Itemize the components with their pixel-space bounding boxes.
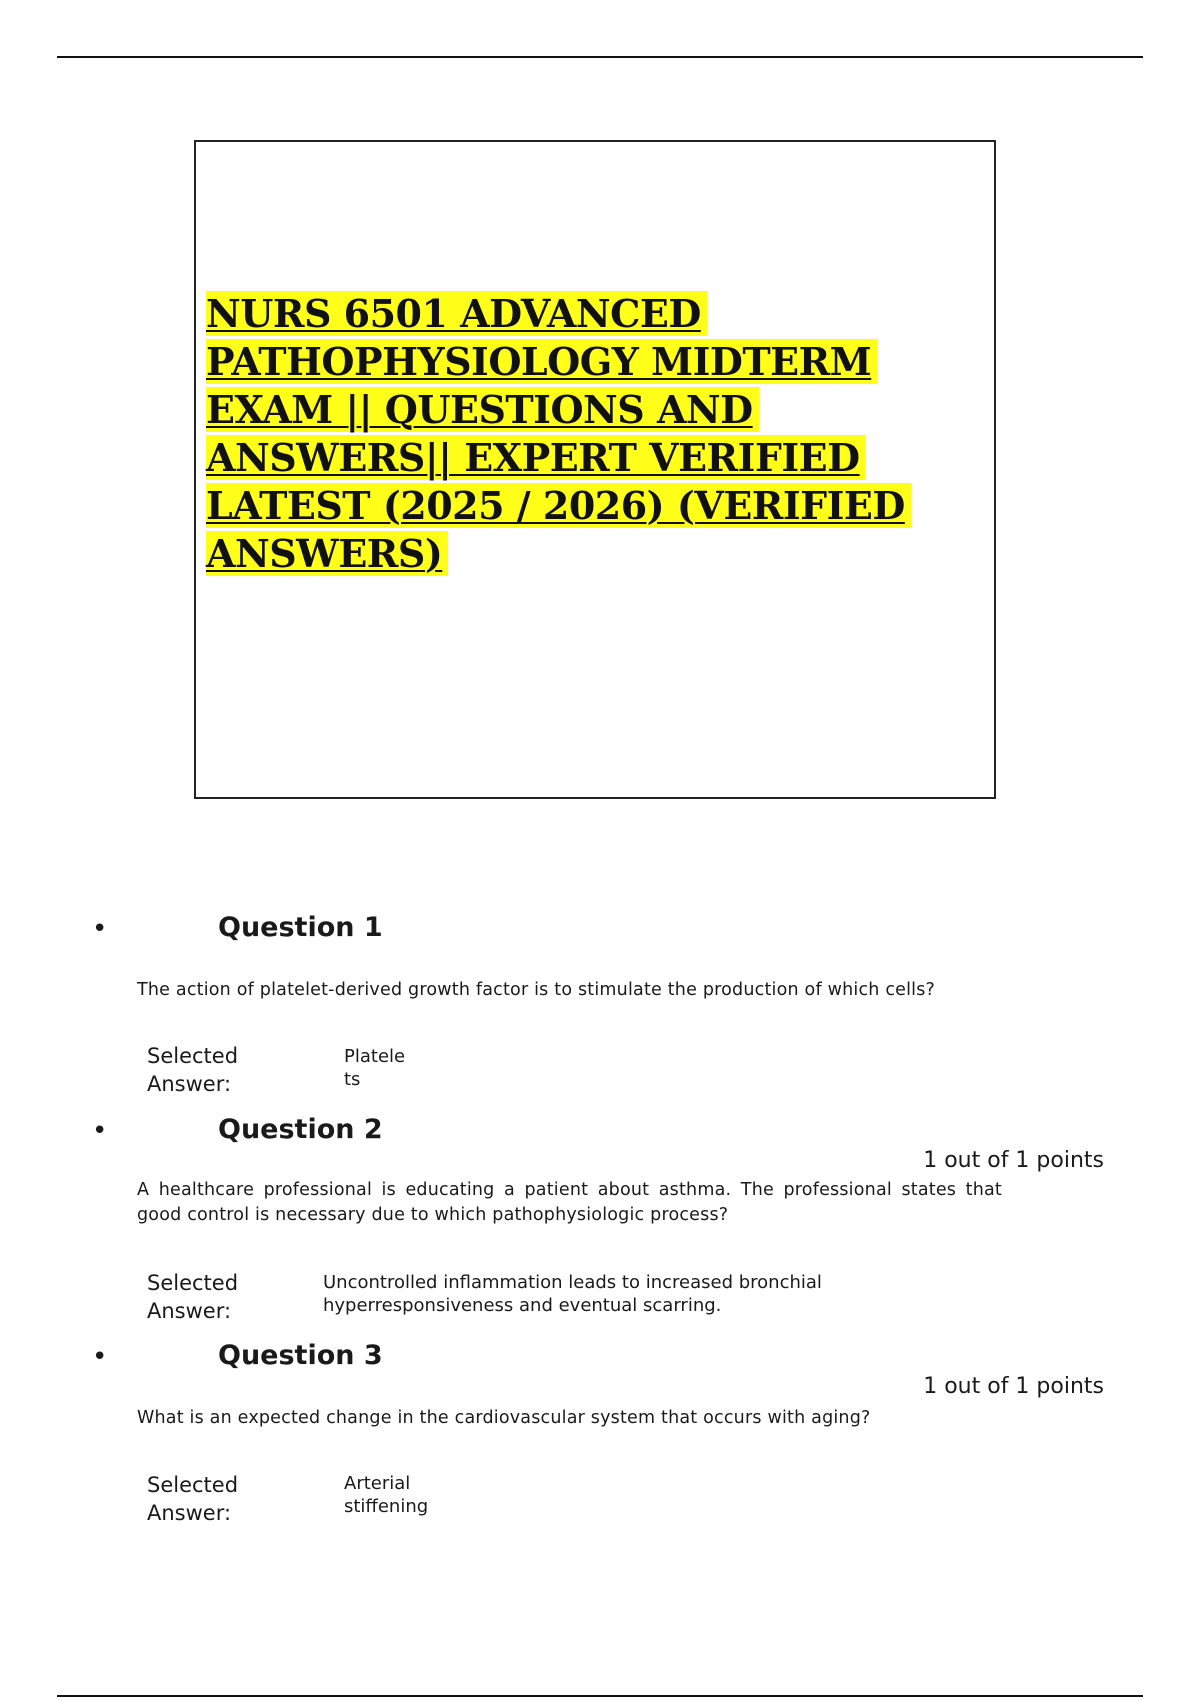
selected-answer: Arterial stiffening [344, 1473, 429, 1517]
question-text: The action of platelet-derived growth factor is to stimulate the production of which cells? [137, 980, 936, 1000]
question-heading: Question 2 [218, 1114, 383, 1145]
title-box [194, 140, 996, 799]
bullet-icon: • [92, 1342, 108, 1372]
selected-answer-label: Selected Answer: [147, 1271, 239, 1323]
selected-answer: Uncontrolled inflammation leads to increased bronchial hyperresponsiveness and eventual scarring. [323, 1272, 822, 1316]
question-heading: Question 3 [218, 1340, 383, 1371]
title-line: PATHOPHYSIOLOGY MIDTERM [206, 338, 911, 386]
top-rule [57, 56, 1143, 58]
selected-answer-label: Selected Answer: [147, 1473, 239, 1525]
title-line: LATEST (2025 / 2026) (VERIFIED [206, 482, 911, 530]
question-heading: Question 1 [218, 912, 383, 943]
points-score: 1 out of 1 points [923, 1374, 1104, 1399]
title-line: NURS 6501 ADVANCED [206, 290, 911, 338]
points-score: 1 out of 1 points [923, 1148, 1104, 1173]
document-title [206, 290, 911, 578]
bullet-icon: • [92, 914, 108, 944]
title-line: ANSWERS) [206, 530, 911, 578]
selected-answer-label: Selected Answer: [147, 1044, 239, 1096]
question-text: A healthcare professional is educating a patient about asthma. The professional states that good control is necessary due to which pathophysiologic process? [137, 1180, 1002, 1225]
bottom-rule [57, 1695, 1143, 1697]
bullet-icon: • [92, 1116, 108, 1146]
title-line: EXAM || QUESTIONS AND [206, 386, 911, 434]
title-line: ANSWERS|| EXPERT VERIFIED [206, 434, 911, 482]
question-text: What is an expected change in the cardiovascular system that occurs with aging? [137, 1408, 871, 1428]
selected-answer: Platele ts [344, 1046, 406, 1090]
